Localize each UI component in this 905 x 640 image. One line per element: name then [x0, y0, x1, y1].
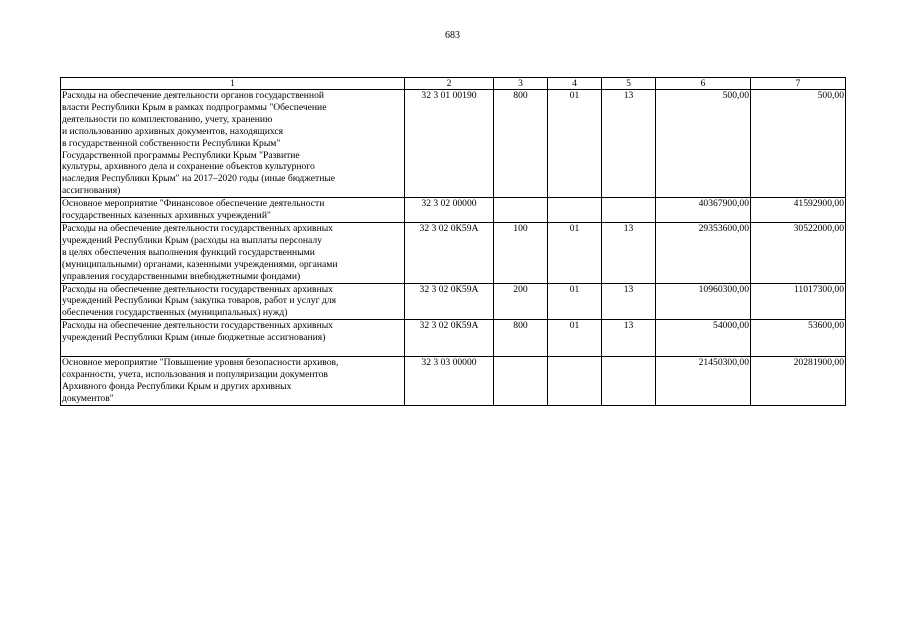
table-body [61, 90, 846, 406]
row-amount-year1: 21450300,00 [656, 356, 751, 405]
header-cell-1: 1 [61, 78, 405, 90]
description-line: (муниципальными) органами, казенными учреждениями, органами [62, 258, 338, 270]
row-expense-type [494, 356, 548, 405]
description-line [62, 344, 403, 356]
row-description [61, 90, 405, 198]
row-section: 01 [548, 320, 602, 357]
row-subsection: 13 [602, 320, 656, 357]
description-line: обеспечения государственных (муниципальных) нужд) [62, 307, 288, 319]
row-amount-year1: 10960300,00 [656, 283, 751, 320]
row-expense-type: 100 [494, 222, 548, 283]
description-line: власти Республики Крым в рамках подпрограммы "Обеспечение [62, 101, 327, 113]
row-amount-year2: 41592900,00 [751, 198, 846, 223]
description-line: учреждений Республики Крым (расходы на выплаты персоналу [62, 234, 322, 246]
table-row [61, 198, 846, 223]
row-code: 32 3 02 0К59А [405, 222, 494, 283]
row-amount-year2: 11017300,00 [751, 283, 846, 320]
description-line: Расходы на обеспечение деятельности государственных архивных [62, 222, 333, 234]
budget-table [60, 77, 846, 406]
row-amount-year1: 29353600,00 [656, 222, 751, 283]
row-amount-year2: 53600,00 [751, 320, 846, 357]
row-description [61, 198, 405, 223]
row-section [548, 198, 602, 223]
description-line: культуры, архивного дела и сохранение объектов культурного [62, 161, 315, 173]
header-row [61, 78, 846, 90]
table-row [61, 90, 846, 198]
row-expense-type: 200 [494, 283, 548, 320]
header-cell-5: 5 [602, 78, 656, 90]
header-cell-7: 7 [751, 78, 846, 90]
row-subsection: 13 [602, 283, 656, 320]
row-amount-year1: 40367900,00 [656, 198, 751, 223]
row-code: 32 3 03 00000 [405, 356, 494, 405]
description-line: управления государственными внебюджетными фондами) [62, 270, 301, 282]
row-code: 32 3 02 0К59А [405, 320, 494, 357]
row-amount-year2: 30522000,00 [751, 222, 846, 283]
row-section: 01 [548, 90, 602, 198]
row-expense-type [494, 198, 548, 223]
row-amount-year1: 54000,00 [656, 320, 751, 357]
description-line: Основное мероприятие "Повышение уровня безопасности архивов, [62, 356, 339, 368]
table-row [61, 222, 846, 283]
table-row [61, 320, 846, 357]
row-description [61, 222, 405, 283]
row-amount-year2: 500,00 [751, 90, 846, 198]
description-line: ассигнования) [62, 185, 121, 197]
description-line: Архивного фонда Республики Крым и других архивных [62, 380, 292, 392]
row-code: 32 3 01 00190 [405, 90, 494, 198]
row-description [61, 320, 405, 357]
description-line: документов" [62, 392, 114, 404]
page-number: 683 [445, 30, 460, 41]
table-row [61, 283, 846, 320]
row-subsection [602, 356, 656, 405]
header-cell-4: 4 [548, 78, 602, 90]
description-line: Основное мероприятие "Финансовое обеспечение деятельности [62, 198, 325, 210]
row-expense-type: 800 [494, 320, 548, 357]
header-cell-3: 3 [494, 78, 548, 90]
description-line: сохранности, учета, использования и популяризации документов [62, 368, 328, 380]
description-line: учреждений Республики Крым (иные бюджетные ассигнования) [62, 332, 326, 344]
header-cell-2: 2 [405, 78, 494, 90]
description-line: государственных казенных архивных учреждений" [62, 210, 271, 222]
description-line: в целях обеспечения выполнения функций государственными [62, 246, 315, 258]
row-code: 32 3 02 00000 [405, 198, 494, 223]
description-line: Расходы на обеспечение деятельности государственных архивных [62, 283, 333, 295]
row-section: 01 [548, 283, 602, 320]
row-amount-year2: 20281900,00 [751, 356, 846, 405]
description-line: в государственной собственности Республики Крым" [62, 137, 281, 149]
description-line: Государственной программы Республики Крым "Развитие [62, 149, 300, 161]
row-section: 01 [548, 222, 602, 283]
row-subsection [602, 198, 656, 223]
description-line: Расходы на обеспечение деятельности органов государственной [62, 90, 325, 101]
row-description [61, 283, 405, 320]
description-line: деятельности по комплектованию, учету, хранению [62, 113, 273, 125]
row-expense-type: 800 [494, 90, 548, 198]
row-amount-year1: 500,00 [656, 90, 751, 198]
header-cell-6: 6 [656, 78, 751, 90]
description-line: Расходы на обеспечение деятельности государственных архивных [62, 320, 333, 332]
row-subsection: 13 [602, 90, 656, 198]
description-line: учреждений Республики Крым (закупка товаров, работ и услуг для [62, 295, 336, 307]
description-line: и использованию архивных документов, находящихся [62, 125, 284, 137]
row-subsection: 13 [602, 222, 656, 283]
row-code: 32 3 02 0К59А [405, 283, 494, 320]
row-description [61, 356, 405, 405]
description-line: наследия Республики Крым" на 2017–2020 годы (иные бюджетные [62, 173, 336, 185]
table-row [61, 356, 846, 405]
row-section [548, 356, 602, 405]
